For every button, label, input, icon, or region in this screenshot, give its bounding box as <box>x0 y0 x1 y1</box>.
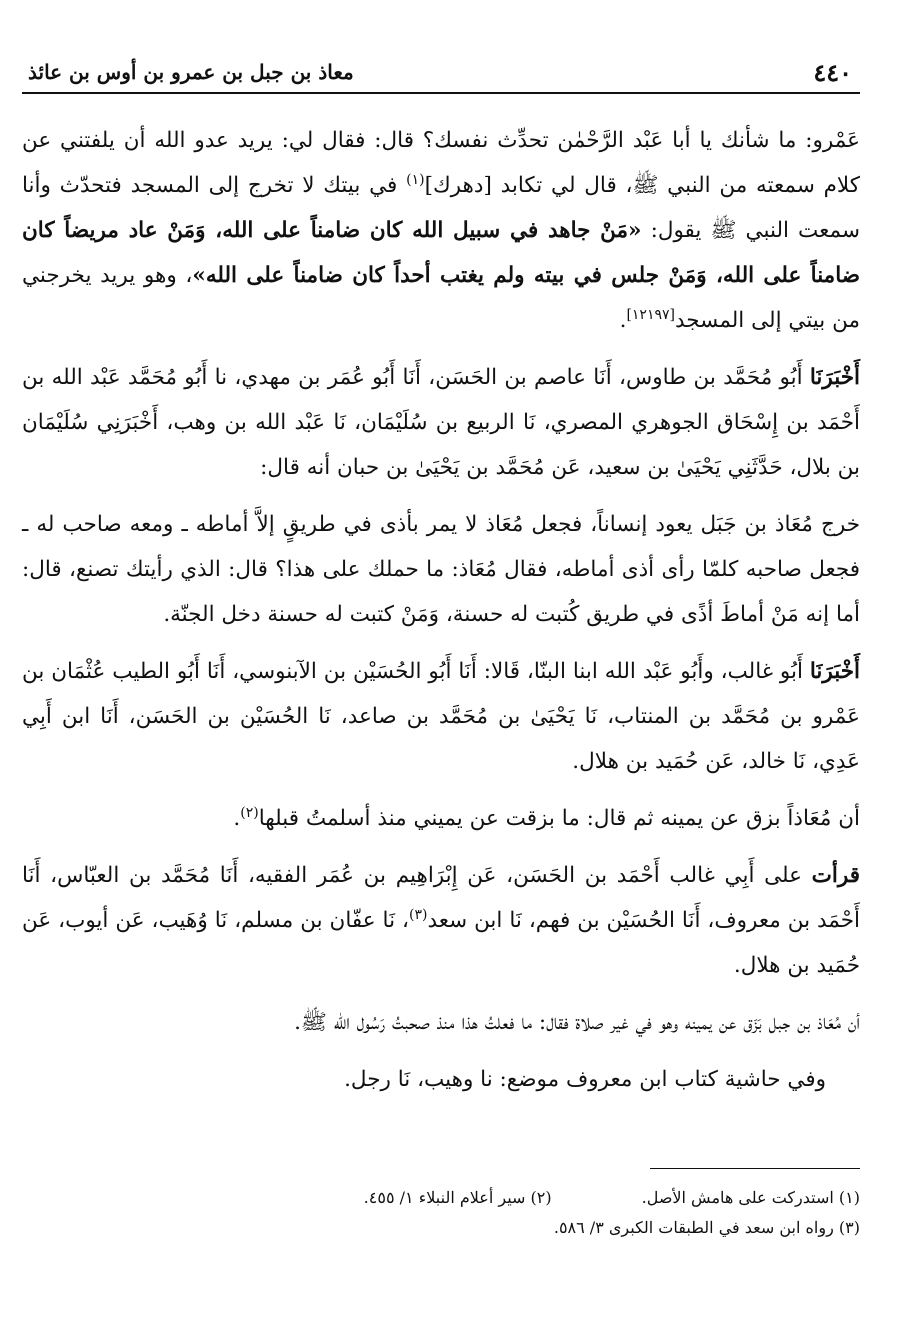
paragraph-isnad-1 <box>22 355 860 490</box>
paragraph-narration-3 <box>22 1000 860 1045</box>
footnotes <box>22 1168 860 1243</box>
text-segment: . <box>619 308 627 333</box>
isnad-lead-word: قرأت <box>811 863 860 888</box>
paragraph-margin-note <box>22 1057 860 1102</box>
footnote-2: (٢) سير أعلام النبلاء ١/ ٤٥٥. <box>363 1188 552 1207</box>
footnote-divider <box>650 1168 860 1169</box>
hadith-number: [١٢١٩٧] <box>626 306 675 323</box>
running-title: معاذ بن جبل بن عمرو بن أوس بن عائذ <box>28 60 354 84</box>
hadith-quote: «مَنْ جاهد في سبيل الله كان ضامناً على الله، وَمَنْ عاد مريضاً كان ضامناً على الله، وَمَنْ جلس في بيته ولم يغتب أحداً كان ضامناً على الله» <box>22 218 860 288</box>
text-segment: ، وهو يريد يخرجني من بيتي إلى المسجد <box>22 263 860 333</box>
margin-note-text: وفي حاشية كتاب ابن معروف موضع: نا وهيب، نَا رجل. <box>344 1067 826 1092</box>
narration-text: أن مُعَاذ بن جبل بَزَق عن يمينه وهو في غير صلاة فقال: ما فعلتُ هذا منذ صحبتُ رَسُول الله ﷺ. <box>294 1010 860 1035</box>
paragraph-isnad-3 <box>22 853 860 988</box>
narration-text: خرج مُعَاذ بن جَبَل يعود إنساناً، فجعل مُعَاذ لا يمر بأذى في طريقٍ إلاَّ أماطه ـ ومعه صاحب له ـ فجعل صاحبه كلمّا رأى أذى أماطه، فقال مُعَاذ: ما حملك على هذا؟ قال: الذي رأيتك تصنع، قال: أما إنه مَنْ أماطَ أذًى في طريق كُتبت له حسنة، وَمَنْ كتبت له حسنة دخل الجنّة. <box>22 512 860 627</box>
footnote-3: (٣) رواه ابن سعد في الطبقات الكبرى ٣/ ٥٨٦. <box>553 1218 860 1237</box>
isnad-text: أَبُو غالب، وأَبُو عَبْد الله ابنا البنّا، قَالا: أَنَا أَبُو الحُسَيْن بن الآبنوسي، أَنَا أَبُو الطيب عُثْمَان بن عَمْرو بن مُحَمَّد بن المنتاب، نَا يَحْيَىٰ بن مُحَمَّد بن صاعد، نَا الحُسَيْن بن الحَسَن، أَنَا ابن أَبِي عَدِي، نَا خالد، عَن حُمَيد بن هلال. <box>22 659 860 774</box>
isnad-text: ، نَا عفّان بن مسلم، نَا وُهَيب، عَن أيوب، عَن حُمَيد بن هلال. <box>22 908 860 978</box>
footnote-1: (١) استدركت على هامش الأصل. <box>641 1188 860 1207</box>
paragraph-isnad-2 <box>22 649 860 784</box>
narration-text: أن مُعَاذاً بزق عن يمينه ثم قال: ما بزقت عن يميني منذ أسلمتُ قبلها <box>258 806 860 831</box>
footnote-ref-1: (١) <box>406 171 425 188</box>
isnad-lead-word: أَخْبَرَنَا <box>809 365 860 390</box>
text-segment: في بيتك لا تخرج إلى المسجد فتحدّث وأنا سمعت النبي ﷺ يقول: <box>22 173 860 243</box>
paragraph-narration-1 <box>22 502 860 637</box>
main-text <box>22 118 860 1114</box>
isnad-text: على أَبِي غالب أَحْمَد بن الحَسَن، عَن إِبْرَاهِيم بن عُمَر الفقيه، أَنَا مُحَمَّد بن العبّاس، أَنَا أَحْمَد بن معروف، أَنَا الحُسَيْن بن فهم، نَا ابن سعد <box>22 863 860 933</box>
isnad-lead-word: أَخْبَرَنَا <box>809 659 860 684</box>
text-segment: . <box>233 806 241 831</box>
isnad-text: أَبُو مُحَمَّد بن طاوس، أَنَا عاصم بن الحَسَن، أَنَا أَبُو عُمَر بن مهدي، نا أَبُو مُحَمَّد عَبْد الله بن أَحْمَد بن إِسْحَاق الجوهري المصري، نَا الربيع بن سُلَيْمَان، نَا عَبْد الله بن وهب، أَخْبَرَنِي سُلَيْمَان بن بلال، حَدَّثَنِي يَحْيَىٰ بن سعيد، عَن مُحَمَّد بن يَحْيَىٰ بن حبان أنه قال: <box>22 365 860 480</box>
paragraph-narration-2 <box>22 796 860 841</box>
footnote-ref-3: (٣) <box>408 906 428 923</box>
paragraph-hadith-1 <box>22 118 860 343</box>
page-number: ٤٤٠ <box>813 57 852 87</box>
footnote-ref-2: (٢) <box>240 804 259 821</box>
text-segment: عَمْرو: ما شأنك يا أبا عَبْد الرَّحْمٰن تحدِّث نفسك؟ قال: فقال لي: يريد عدو الله أن يلفتني عن كلام سمعته من النبي ﷺ، قال لي تكابد [دهرك] <box>22 128 860 198</box>
page-header <box>22 52 860 94</box>
